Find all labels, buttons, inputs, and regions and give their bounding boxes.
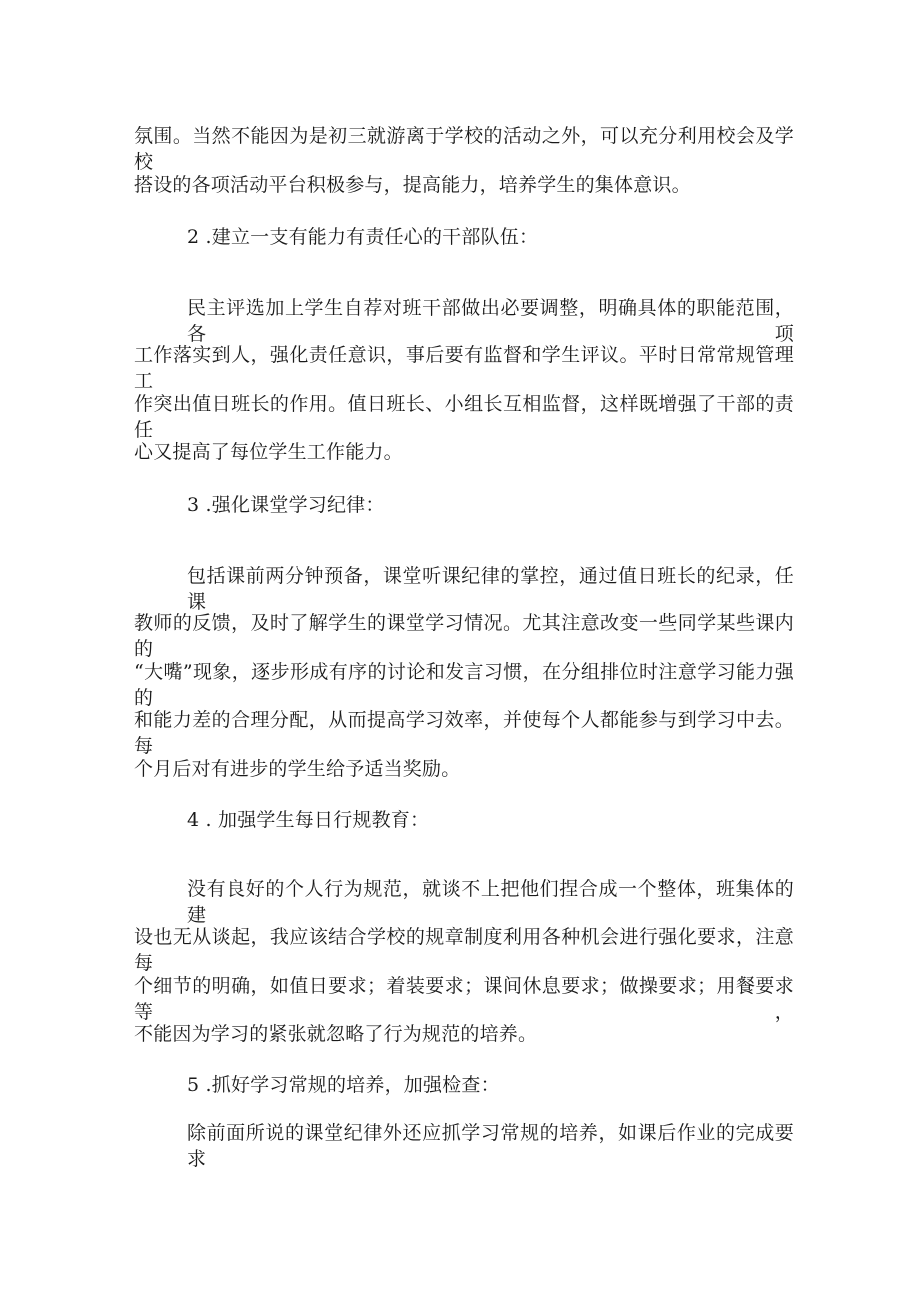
section-heading-2: 2 .建立一支有能力有责任心的干部队伍： bbox=[187, 226, 539, 248]
paragraph-line: 心又提高了每位学生工作能力。 bbox=[134, 441, 403, 463]
section-heading-3: 3 .强化课堂学习纪律： bbox=[187, 494, 385, 516]
paragraph-line: 包括课前两分钟预备，课堂听课纪律的掌控，通过值日班长的纪录，任课 bbox=[187, 565, 794, 613]
paragraph-line: 个月后对有进步的学生给予适当奖励。 bbox=[134, 758, 461, 780]
section-heading-4: 4 . 加强学生每日行规教育： bbox=[187, 809, 430, 831]
paragraph-line: 氛围。当然不能因为是初三就游离于学校的活动之外，可以充分利用校会及学校 bbox=[134, 125, 794, 173]
paragraph-line: 工作落实到人，强化责任意识，事后要有监督和学生评议。平时日常常规管理工 bbox=[134, 344, 794, 392]
section-heading-5: 5 .抓好学习常规的培养，加强检查： bbox=[187, 1074, 500, 1096]
paragraph-line: 没有良好的个人行为规范，就谈不上把他们捏合成一个整体，班集体的建 bbox=[187, 878, 794, 926]
paragraph-line: 搭设的各项活动平台积极参与，提高能力，培养学生的集体意识。 bbox=[134, 174, 691, 196]
paragraph-line: 作突出值日班长的作用。值日班长、小组长互相监督，这样既增强了干部的责任 bbox=[134, 393, 794, 441]
paragraph-line: 除前面所说的课堂纪律外还应抓学习常规的培养，如课后作业的完成要求 bbox=[187, 1122, 794, 1170]
paragraph-line: 不能因为学习的紧张就忽略了行为规范的培养。 bbox=[134, 1023, 538, 1045]
paragraph-line: 个细节的明确，如值日要求；着装要求；课间休息要求；做操要求；用餐要求等， bbox=[134, 975, 794, 1023]
paragraph-line: 设也无从谈起，我应该结合学校的规章制度利用各种机会进行强化要求，注意每 bbox=[134, 926, 794, 974]
paragraph-line: 和能力差的合理分配，从而提高学习效率，并使每个人都能参与到学习中去。每 bbox=[134, 709, 794, 757]
paragraph-line: 教师的反馈，及时了解学生的课堂学习情况。尤其注意改变一些同学某些课内的 bbox=[134, 612, 794, 660]
paragraph-line: “大嘴”现象，逐步形成有序的讨论和发言习惯，在分组排位时注意学习能力强的 bbox=[134, 661, 794, 709]
paragraph-line: 民主评选加上学生自荐对班干部做出必要调整，明确具体的职能范围，各项 bbox=[187, 297, 794, 345]
